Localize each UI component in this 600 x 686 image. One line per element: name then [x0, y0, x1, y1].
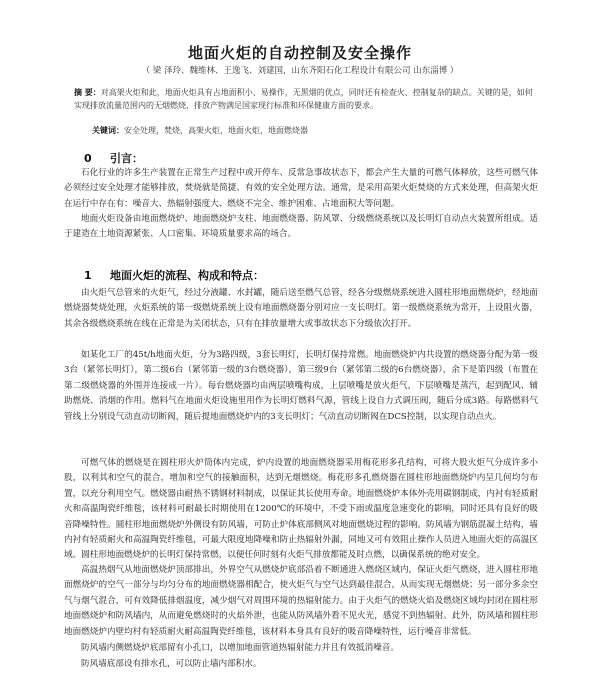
paper-title: 地面火炬的自动控制及安全操作 — [187, 44, 412, 62]
paragraph: 由火炬气总管来的火炬气，经过分液罐、水封罐，随后送至燃气总管，经各分级燃烧系统进入圆柱形地面燃烧炉，经地面燃烧器焚烧处理，火炬系统的第一级燃烧系统上设有地面燃烧器分别对应一支长明灯。第一级燃烧系统为常开，上设阻火器，其余各级燃烧系统在线在正常是为关闭状态，只有在排放量增大或事故状态下分级依次打开。 — [64, 288, 538, 329]
section-number: 0 — [84, 152, 92, 165]
paragraph: 如某化工厂的45t/h地面火炬，分为3路四级，3套长明灯，长明灯保持常燃。地面燃烧炉内共设置的燃烧器分配为第一级3台（紧邻长明灯），第二级6台（紧邻第一级的3台燃烧器），第三级9台（紧邻第二级的6台燃烧器），余下是第四级（布置在第二级燃烧器的外围并连接成一片）。每台燃烧器均由两层喷嘴构成，上层喷嘴是放火炬气，下层喷嘴是蒸汽，起到配风、辅助燃烧、消烟的作用。燃料气在地面火炬设施里用作为长明灯燃料气源，管线上设自力式调压阀，随后分成3路。每路燃料气管线上分别设气动直动切断阀，随后提地面燃烧炉内的3支长明灯；气动直动切断阀在DCS控制，以实现自动点火。 — [64, 350, 538, 422]
paragraph: 高温热烟气从地面燃烧炉顶部排出，外界空气从燃烧炉底部沿着不断通进入燃烧区域内，保证火炬气燃烧，进入圆柱形地面燃烧炉的空气一部分与均匀分布的地面燃烧器相配合，使火炬气与空气达到最佳混合，从而实现无烟燃烧；另一部分多余空气与烟气混合，可有效降低排烟温度，减少烟气对周围环境的热辐射能力。由于火炬气的燃烧火焰及燃烧区域均封闭在圆柱形地面燃烧炉和防风墙内，从而避免燃烧时的火焰外泄，也能从防风墙外看不见火光，感觉不到热辐射。此外，防风墙和圆柱形地面燃烧炉内壁均村有轻质耐火耐高温陶瓷纤维毯，该材料本身具有良好的吸音降噪特性，运行噪音非常低。 — [64, 565, 538, 637]
paragraph: 防风墙内侧燃烧炉底部留有小孔口，以增加地面管道热辐射能力并且有效抵消噪音。 — [81, 643, 399, 653]
keywords-label: 关键词： — [92, 125, 124, 135]
abstract-label: 摘 要： — [74, 87, 101, 97]
section-heading-introduction — [84, 150, 143, 166]
authors-line: （ 梁 泽玲、魏维林、王逸飞、刘建国，山东齐阳石化工程设计有限公司 山东淄博 ） — [141, 66, 459, 76]
section-title: 地面火炬的流程、构成和特点： — [110, 269, 264, 282]
abstract-text: 对高架火炬和此，地面火炬具有占地面积小、易操作，无黑烟的优点，同时还有检查火、控制复杂的缺点。关键的是，如何实现排放流量范围内的无烟燃烧，排放产物满足国家现行标准和环保健康方面的要求。 — [74, 88, 533, 110]
paragraph: 地面火炬设备由地面燃烧炉、地面燃烧炉支柱、地面燃烧器、防风罩、分级燃烧系统以及长明灯自动点火装置所组成。适于建造在土地资源紧张、人口密集、环境质量要求高的场合。 — [64, 214, 538, 240]
section-heading-process — [84, 267, 264, 283]
paragraph: 防风墙底部设有排水孔，可以防止墙内部积水。 — [81, 659, 262, 669]
section-title: 引言： — [110, 152, 143, 165]
paragraph: 可燃气体的燃烧是在圆柱形火炉筒体内完成，炉内设置的地面燃烧器采用梅花形多孔结构，可将大股火炬气分成许多小股，以利其和空气的混合，增加和空气的接触面积，达到无烟燃烧。梅花形多孔燃烧器在圆柱形地面燃烧炉内呈几何均匀布置，以充分利用空气。燃烧器由耐热不锈钢材料制成，以保证其长使用寿命。地面燃烧炉本体外壳用碳钢制成，内衬有轻质耐火和高温陶瓷纤维毯，该材料可耐最长时期使用在1200℃的环境中，不受下雨或温度急速变化的影响，同时还具有良好的吸音降噪特性。圆柱形地面燃烧炉外侧设有防风墙，可防止炉体底部侧风对地面燃烧过程的影响。防风墙为钢筋混凝土结构，墙内衬有轻质耐火和高温陶瓷纤维毯，可最大限度地降噪和防止热辐射外漏，同地又可有效阻止操作人员进入地面火炬的高温区域。圆柱形地面燃烧炉的长明灯保持常燃，以便任何时刻有火炬气排放都能及时点燃，以确保系统的绝对安全。 — [64, 458, 538, 561]
keywords — [92, 125, 532, 136]
keywords-text: 安全处理，焚烧，高架火炬，地面火炬，地面燃烧器 — [124, 126, 308, 135]
abstract — [74, 86, 540, 112]
paragraph: 石化行业的许多生产装置在正常生产过程中或开停车、反常急事故状态下，都会产生大量的可燃气体释放，这些可燃气体必须经过安全处理才能够排放，焚烧就是简捷、有效的安全处理方法。通常，是采用高架火炬焚烧的方式来处理，但高架火炬在运行中存在有：噪音大、热辐射强度大、燃烧不完全、维护困难、占地面积大等问题。 — [64, 168, 538, 209]
section-number: 1 — [84, 269, 92, 282]
